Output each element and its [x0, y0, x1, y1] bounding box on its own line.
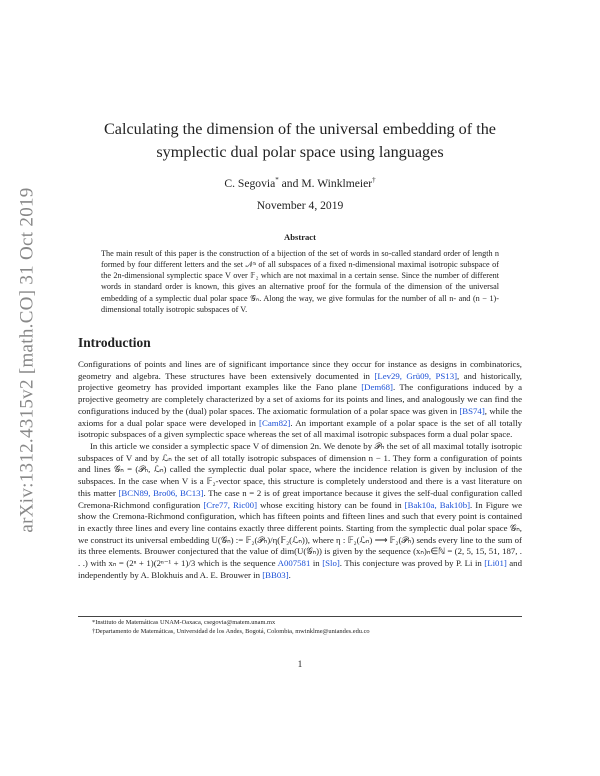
paragraph-text: . — [288, 569, 291, 580]
abstract-text: The main result of this paper is the construction of a bijection of the set of words in so-called standard order of length n formed by four different letters and the set 𝒩ⁿ of all subspaces of a fixed n-dimensional maximal isotropic subspace of the 2n-dimensional symplectic space V over 𝔽₂ which are not maximal in a certain sense. Since the number of different words in standard order is known, this gives an alternative proof for the formula of the dimension of the universal embedding of a symplectic dual polar space 𝒢ₙ. Along the way, we give formulas for the number of all n- and (n − 1)-dimensional totally isotropic subspaces of V. — [101, 248, 499, 314]
citation-link[interactable]: [Cre77, Ric00] — [203, 499, 257, 510]
footnote-winklmeier: †Departamento de Matemáticas, Universidad de los Andes, Bogotá, Colombia, mwinklme@uniandes.edu.co — [92, 627, 370, 635]
paragraph-text: . The case n = 2 is of great importance because it gives the self-dual configuration called Cremona-Richmond configuration — [78, 487, 522, 510]
arxiv-identifier-sidebar — [8, 150, 48, 570]
paragraph-text: . An important example of a polar space is the set of all totally isotropic subspaces of a given symplectic space whereas the set of all maximal isotropic subspaces form a dual polar space. — [78, 417, 522, 440]
citation-link[interactable]: [Bak10a, Bak10b] — [404, 499, 471, 510]
citation-link[interactable]: [BS74] — [459, 405, 485, 416]
abstract-heading: Abstract — [284, 231, 316, 242]
author-winklmeier: M. Winklmeier — [301, 176, 373, 190]
citation-link[interactable]: [Cam82] — [259, 417, 291, 428]
citation-link[interactable]: [Li01] — [484, 558, 507, 569]
paragraph-text: . The configurations induced by a projective geometry are completely characterized by a set of axioms for its points and lines, and analogously we can find the configurations induced by the (dual) polar spaces. The axiomatic formulation of a polar space was given in — [78, 382, 522, 416]
sequence-link[interactable]: A007581 — [277, 558, 311, 569]
paragraph-text: . This conjecture was proved by P. Li in — [339, 558, 485, 569]
introduction-body — [78, 359, 522, 581]
paragraph-text: . In Figure we show the Cremona-Richmond configuration, which has fifteen points and fifteen lines and such that every point is contained in exactly three lines and every line contains exactly three different points. Starting from the symplectic dual polar space 𝒢ₙ, we construct its universal embedding U(𝒢ₙ) := 𝔽₂(𝒫ₙ)/η(𝔽₂(ℒₙ)), where η : 𝔽₂(ℒₙ) ⟶ 𝔽₂(𝒫ₙ) sends every line to the sum of its three elements. Brouwer conjectured that the value of dim(U(𝒢ₙ)) is given by the sequence (xₙ)ₙ∈ℕ = (2, 5, 15, 51, 187, . . .) with xₙ = (2ⁿ + 1)(2ⁿ⁻¹ + 1)/3 which is the sequence — [78, 499, 522, 569]
paper-page — [78, 0, 522, 581]
intro-paragraph-1 — [78, 359, 522, 441]
citation-link[interactable]: [BCN89, Bro06, BC13] — [118, 487, 204, 498]
section-heading-introduction: Introduction — [78, 335, 151, 351]
citation-link[interactable]: [BB03] — [262, 569, 289, 580]
author-separator: and — [278, 176, 302, 190]
paragraph-text: and independently by A. Blokhuis and A. E. Brouwer in — [78, 558, 522, 580]
page-number: 1 — [297, 660, 303, 670]
paragraph-text: In this article we consider a symplectic space V of dimension 2n. We denote by 𝒫ₙ the set of all maximal totally isotropic subspaces of V and by ℒₙ the set of all totally isotropic subspaces of dimension n − 1. They form a configuration of points and lines 𝒢ₙ = (𝒫ₙ, ℒₙ) called the symplectic dual polar space, where the incidence relation is given by inclusion of the subspaces. In the case when V is a 𝔽₂-vector space, this structure is completely understood and there is a vast literature on this matter — [78, 441, 522, 498]
arxiv-identifier: arXiv:1312.4315v2 [math.CO] 31 Oct 2019 — [17, 187, 38, 533]
intro-paragraph-2 — [78, 441, 522, 581]
paper-date: November 4, 2019 — [256, 198, 344, 212]
paragraph-text: whose exciting history can be found in — [257, 499, 405, 510]
citation-link[interactable]: [Lev29, Grü09, PS13] — [374, 370, 458, 381]
paragraph-text: , while the axioms for a dual polar space were developed in — [78, 405, 522, 428]
paper-title: Calculating the dimension of the universal embedding of the symplectic dual polar space using languages — [103, 120, 496, 161]
footnote-segovia: *Instituto de Matemáticas UNAM-Oaxaca, csegovia@matem.unam.mx — [92, 619, 276, 626]
paragraph-text: Configurations of points and lines are of significant importance since they occur for instance as designs in combinatorics, geometry and algebra. These structures have been extensively documented in — [78, 359, 522, 381]
paragraph-text: in — [310, 558, 323, 569]
citation-link[interactable]: [Slo] — [322, 558, 340, 569]
author-footnote-mark: * — [275, 176, 279, 184]
footnotes — [78, 616, 522, 636]
author-segovia: C. Segovia — [224, 176, 276, 190]
paragraph-text: , and historically, projective geometry has provided important examples like the Fano plane — [78, 370, 522, 393]
author-footnote-mark: † — [372, 176, 376, 184]
authors — [78, 176, 522, 190]
citation-link[interactable]: [Dem68] — [361, 382, 393, 393]
